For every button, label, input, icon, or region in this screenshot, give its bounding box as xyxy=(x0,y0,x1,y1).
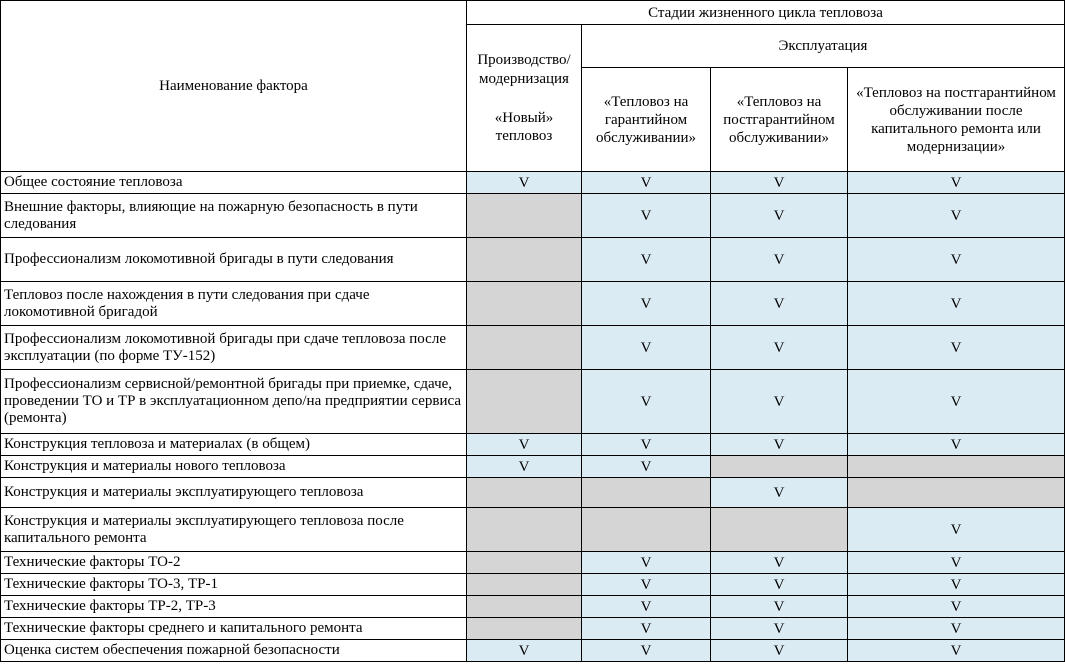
table-row xyxy=(1,238,1065,282)
applicable-mark-cell: V xyxy=(582,574,711,596)
table-row xyxy=(1,282,1065,326)
table-row xyxy=(1,172,1065,194)
table-row xyxy=(1,434,1065,456)
table-row xyxy=(1,326,1065,370)
header-production-label: Производство/ модернизация xyxy=(477,52,571,87)
factor-name-cell: Профессионализм сервисной/ремонтной бригады при приемке, сдаче, проведении ТО и ТР в эксплуатационном депо/на предприятии сервиса (ремонта) xyxy=(1,370,467,434)
not-applicable-cell xyxy=(467,238,582,282)
not-applicable-cell xyxy=(582,508,711,552)
not-applicable-cell xyxy=(582,478,711,508)
table-body xyxy=(1,172,1065,662)
not-applicable-cell xyxy=(848,456,1065,478)
not-applicable-cell xyxy=(467,478,582,508)
table-row xyxy=(1,640,1065,662)
table-row xyxy=(1,508,1065,552)
applicable-mark-cell: V xyxy=(711,640,848,662)
header-lifecycle-stages: Стадии жизненного цикла тепловоза xyxy=(467,1,1065,25)
not-applicable-cell xyxy=(467,370,582,434)
applicable-mark-cell: V xyxy=(848,370,1065,434)
not-applicable-cell xyxy=(711,456,848,478)
factor-name-cell: Технические факторы среднего и капитального ремонта xyxy=(1,618,467,640)
applicable-mark-cell: V xyxy=(848,574,1065,596)
applicable-mark-cell: V xyxy=(848,596,1065,618)
applicable-mark-cell: V xyxy=(582,194,711,238)
header-stage-postwarranty: «Тепловоз на постгарантийном обслуживании» xyxy=(711,68,848,172)
applicable-mark-cell: V xyxy=(582,596,711,618)
applicable-mark-cell: V xyxy=(848,282,1065,326)
not-applicable-cell xyxy=(467,552,582,574)
table-row xyxy=(1,574,1065,596)
applicable-mark-cell: V xyxy=(582,238,711,282)
applicable-mark-cell: V xyxy=(848,552,1065,574)
table-row xyxy=(1,478,1065,508)
not-applicable-cell xyxy=(711,508,848,552)
not-applicable-cell xyxy=(848,478,1065,508)
factor-name-cell: Конструкция тепловоза и материалах (в общем) xyxy=(1,434,467,456)
applicable-mark-cell: V xyxy=(711,574,848,596)
applicable-mark-cell: V xyxy=(848,326,1065,370)
table-row xyxy=(1,552,1065,574)
not-applicable-cell xyxy=(467,508,582,552)
not-applicable-cell xyxy=(467,194,582,238)
not-applicable-cell xyxy=(467,618,582,640)
applicable-mark-cell: V xyxy=(582,172,711,194)
factor-name-cell: Внешние факторы, влияющие на пожарную безопасность в пути следования xyxy=(1,194,467,238)
not-applicable-cell xyxy=(467,574,582,596)
applicable-mark-cell: V xyxy=(848,618,1065,640)
table-row xyxy=(1,456,1065,478)
applicable-mark-cell: V xyxy=(582,552,711,574)
applicable-mark-cell: V xyxy=(467,640,582,662)
applicable-mark-cell: V xyxy=(582,618,711,640)
header-operation: Эксплуатация xyxy=(582,25,1065,68)
applicable-mark-cell: V xyxy=(582,640,711,662)
factor-name-cell: Конструкция и материалы эксплуатирующего тепловоза xyxy=(1,478,467,508)
applicable-mark-cell: V xyxy=(711,434,848,456)
applicable-mark-cell: V xyxy=(582,370,711,434)
applicable-mark-cell: V xyxy=(467,456,582,478)
table-row xyxy=(1,194,1065,238)
applicable-mark-cell: V xyxy=(848,640,1065,662)
factor-name-cell: Технические факторы ТР-2, ТР-3 xyxy=(1,596,467,618)
applicable-mark-cell: V xyxy=(848,194,1065,238)
applicable-mark-cell: V xyxy=(711,238,848,282)
factor-name-cell: Профессионализм локомотивной бригады при сдаче тепловоза после эксплуатации (по форме ТУ-152) xyxy=(1,326,467,370)
header-stage-new: «Новый» тепловоз xyxy=(494,110,554,144)
factor-name-cell: Конструкция и материалы нового тепловоза xyxy=(1,456,467,478)
table-row xyxy=(1,596,1065,618)
applicable-mark-cell: V xyxy=(711,172,848,194)
applicable-mark-cell: V xyxy=(711,478,848,508)
applicable-mark-cell: V xyxy=(582,326,711,370)
factor-name-cell: Технические факторы ТО-3, ТР-1 xyxy=(1,574,467,596)
header-stage-overhaul: «Тепловоз на постгарантийном обслуживании после капитального ремонта или модернизации» xyxy=(848,68,1065,172)
applicable-mark-cell: V xyxy=(711,370,848,434)
header-factor-name: Наименование фактора xyxy=(1,1,467,172)
factor-name-cell: Оценка систем обеспечения пожарной безопасности xyxy=(1,640,467,662)
header-stage-warranty: «Тепловоз на гарантийном обслуживании» xyxy=(582,68,711,172)
table-row xyxy=(1,618,1065,640)
applicable-mark-cell: V xyxy=(582,456,711,478)
applicable-mark-cell: V xyxy=(848,508,1065,552)
applicable-mark-cell: V xyxy=(711,194,848,238)
applicable-mark-cell: V xyxy=(467,434,582,456)
applicable-mark-cell: V xyxy=(711,552,848,574)
factor-name-cell: Тепловоз после нахождения в пути следования при сдаче локомотивной бригадой xyxy=(1,282,467,326)
factor-name-cell: Конструкция и материалы эксплуатирующего тепловоза после капитального ремонта xyxy=(1,508,467,552)
applicable-mark-cell: V xyxy=(848,172,1065,194)
applicable-mark-cell: V xyxy=(711,282,848,326)
factor-name-cell: Технические факторы ТО-2 xyxy=(1,552,467,574)
factor-name-cell: Профессионализм локомотивной бригады в пути следования xyxy=(1,238,467,282)
applicable-mark-cell: V xyxy=(582,282,711,326)
factor-name-cell: Общее состояние тепловоза xyxy=(1,172,467,194)
table-row xyxy=(1,370,1065,434)
applicable-mark-cell: V xyxy=(711,618,848,640)
not-applicable-cell xyxy=(467,326,582,370)
applicable-mark-cell: V xyxy=(467,172,582,194)
applicable-mark-cell: V xyxy=(848,238,1065,282)
header-production xyxy=(467,25,582,172)
applicable-mark-cell: V xyxy=(582,434,711,456)
not-applicable-cell xyxy=(467,282,582,326)
applicable-mark-cell: V xyxy=(711,596,848,618)
table-header xyxy=(1,1,1065,172)
applicable-mark-cell: V xyxy=(711,326,848,370)
not-applicable-cell xyxy=(467,596,582,618)
applicable-mark-cell: V xyxy=(848,434,1065,456)
